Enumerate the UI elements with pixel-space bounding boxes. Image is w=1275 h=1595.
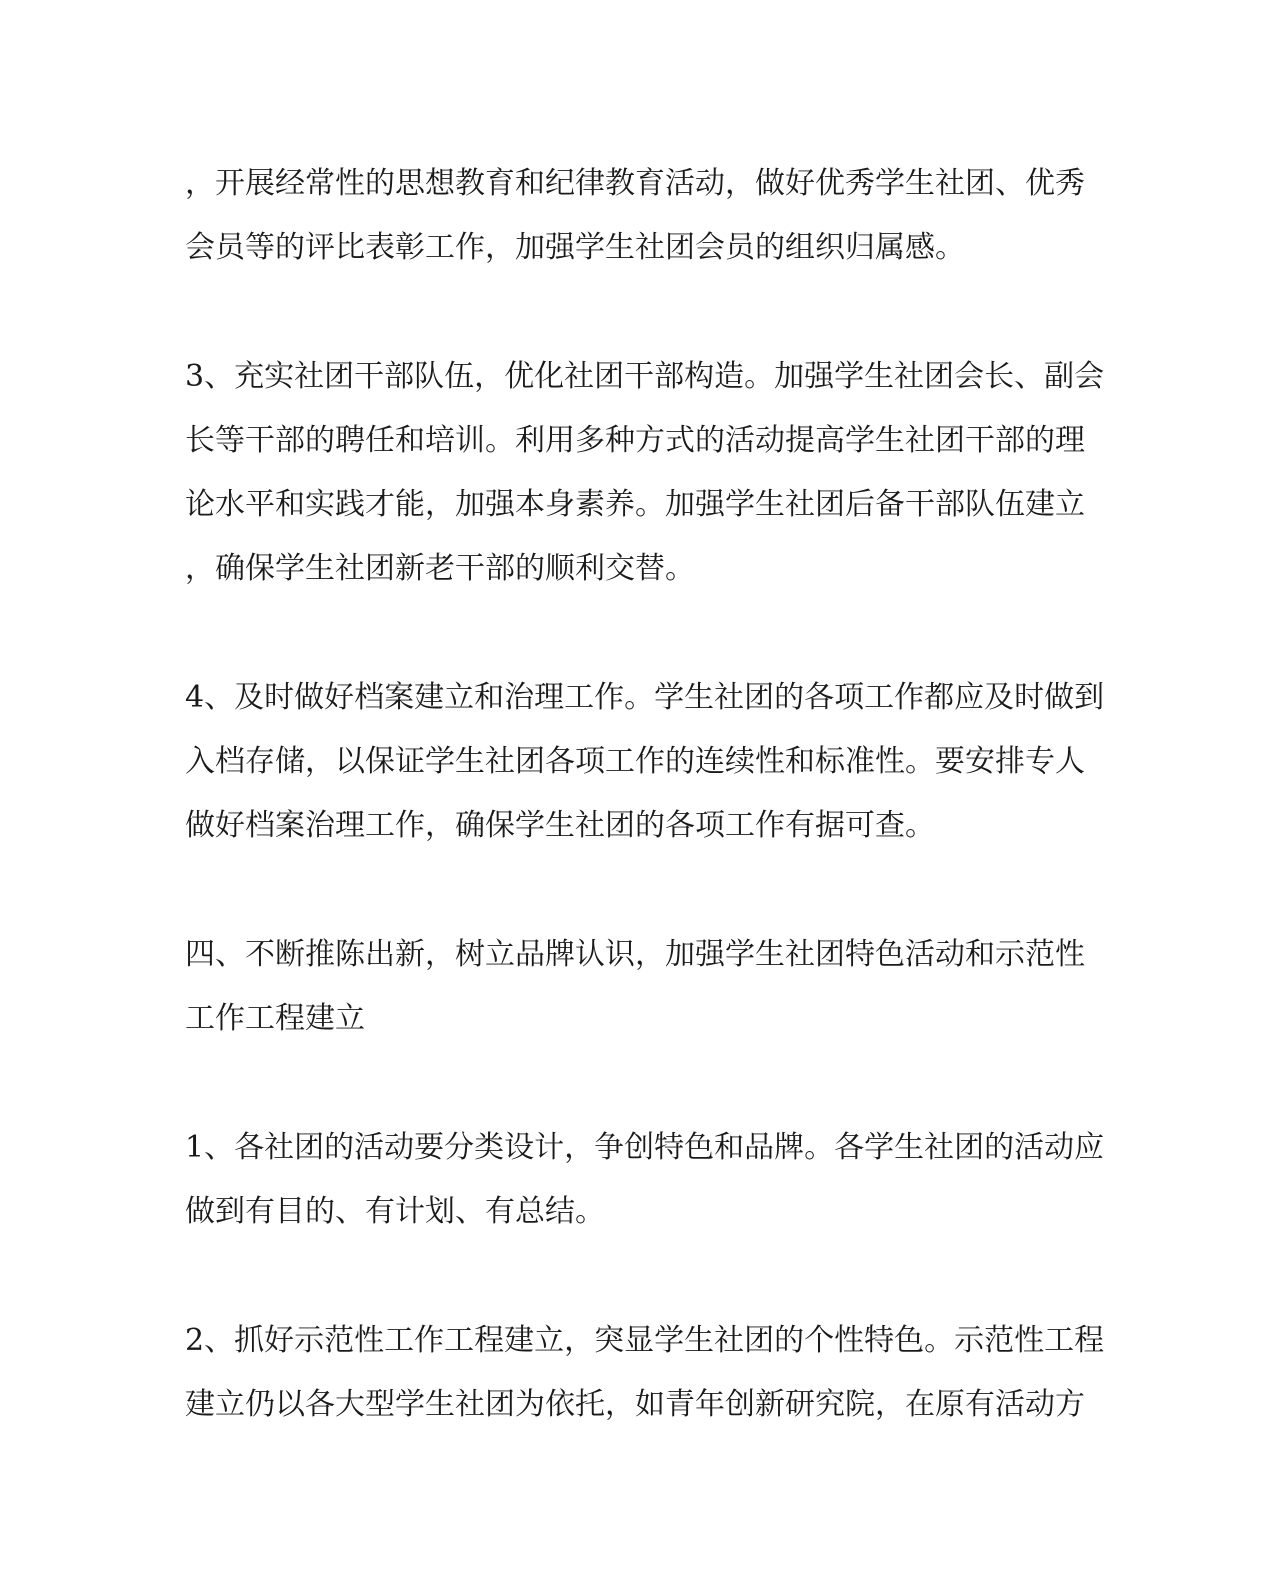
text-line: 1、各社团的活动要分类设计，争创特色和品牌。各学生社团的活动应 [185,1130,1105,1165]
text-line: 3、充实社团干部队伍，优化社团干部构造。加强学生社团会长、副会 [185,359,1105,394]
paragraph-spacer [185,1051,1065,1116]
text-line: 论水平和实践才能，加强本身素养。加强学生社团后备干部队伍建立 [185,487,1085,522]
document-body [185,152,1105,1437]
text-line: ，开展经常性的思想教育和纪律教育活动，做好优秀学生社团、优秀 [185,166,1085,201]
text-line: ，确保学生社团新老干部的顺利交替。 [185,551,695,586]
paragraph-spacer [185,1244,1065,1309]
paragraph [185,666,1105,858]
paragraph-spacer [185,601,1065,666]
text-line: 建立仍以各大型学生社团为依托，如青年创新研究院，在原有活动方 [185,1387,1085,1422]
paragraph [185,152,1085,280]
text-line: 长等干部的聘任和培训。利用多种方式的活动提高学生社团干部的理 [185,423,1085,458]
text-line: 4、及时做好档案建立和治理工作。学生社团的各项工作都应及时做到 [185,680,1105,715]
section-heading [185,923,1085,1051]
text-line: 入档存储，以保证学生社团各项工作的连续性和标准性。要安排专人 [185,744,1085,779]
text-line: 做到有目的、有计划、有总结。 [185,1194,605,1229]
paragraph [185,1309,1105,1437]
text-line: 会员等的评比表彰工作，加强学生社团会员的组织归属感。 [185,230,965,265]
paragraph-spacer [185,280,1065,345]
text-line: 2、抓好示范性工作工程建立，突显学生社团的个性特色。示范性工程 [185,1323,1105,1358]
text-line: 做好档案治理工作，确保学生社团的各项工作有据可查。 [185,808,935,843]
paragraph [185,345,1105,601]
paragraph [185,1116,1105,1244]
text-line: 四、不断推陈出新，树立品牌认识，加强学生社团特色活动和示范性 [185,937,1085,972]
text-line: 工作工程建立 [185,1001,365,1036]
paragraph-spacer [185,858,1065,923]
